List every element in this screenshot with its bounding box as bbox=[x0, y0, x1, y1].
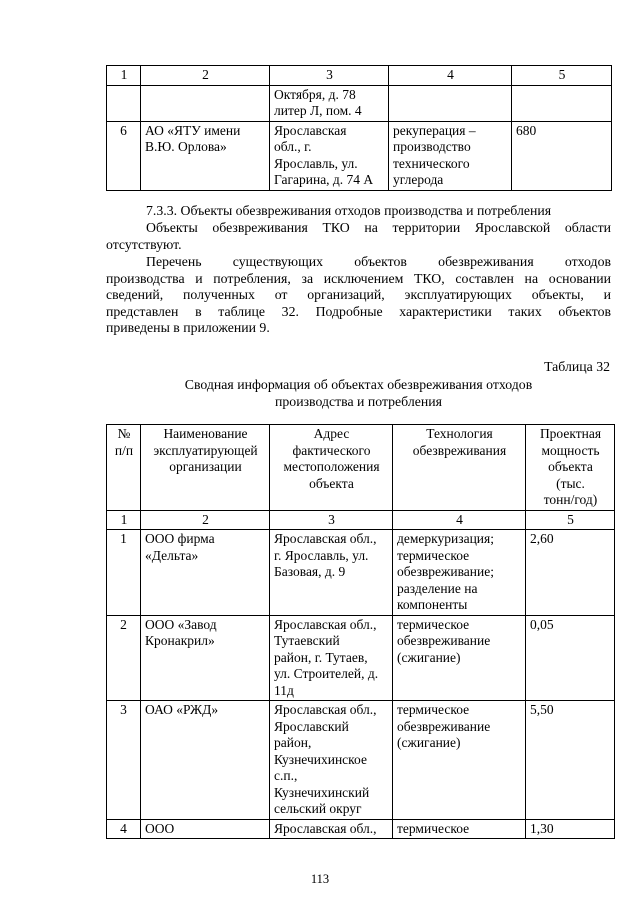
table-cell: термическое обезвреживание (сжигание) bbox=[393, 701, 526, 820]
table-cell: 1,30 bbox=[526, 819, 615, 839]
table-cell: демеркуризация; термическое обезвреживание; разделение на компоненты bbox=[393, 530, 526, 616]
table-cell: ООО фирма «Дельта» bbox=[141, 530, 270, 616]
table-cell: 3 bbox=[107, 701, 141, 820]
page-number: 113 bbox=[310, 872, 330, 886]
table-cell: Октября, д. 78 литер Л, пом. 4 bbox=[270, 85, 389, 121]
table-cell: 2 bbox=[107, 615, 141, 701]
table-row bbox=[107, 819, 615, 839]
table-cell: ОАО «РЖД» bbox=[141, 701, 270, 820]
column-header: Проектная мощность объекта (тыс. тонн/год) bbox=[526, 425, 615, 511]
table-32 bbox=[106, 424, 615, 839]
table-cell: 5 bbox=[526, 510, 615, 530]
table-cell: ООО «Завод Кронакрил» bbox=[141, 615, 270, 701]
table-cell: Ярославская обл., г. Ярославль, ул. Базовая, д. 9 bbox=[270, 530, 393, 616]
paragraph-line: Объекты обезвреживания ТКО на территории Ярославской области bbox=[146, 220, 611, 235]
paragraph-line: приведены в приложении 9. bbox=[106, 320, 270, 336]
table-cell: 4 bbox=[389, 66, 512, 86]
table-cell bbox=[389, 85, 512, 121]
table-cell: 3 bbox=[270, 66, 389, 86]
table-caption: Таблица 32 bbox=[544, 359, 610, 374]
paragraph-2 bbox=[106, 254, 611, 337]
table-cell: АО «ЯТУ имени В.Ю. Орлова» bbox=[141, 121, 270, 190]
column-header: Наименование эксплуатирующей организации bbox=[141, 425, 270, 511]
table-numbering-row bbox=[107, 66, 612, 86]
table-cell: Ярославская обл., Тутаевский район, г. Тутаев, ул. Строителей, д. 11д bbox=[270, 615, 393, 701]
table-cell: 6 bbox=[107, 121, 141, 190]
table-row bbox=[107, 530, 615, 616]
table-row bbox=[107, 85, 612, 121]
paragraph-line: сведений, полученных от организаций, эксплуатирующих объекты, и bbox=[106, 287, 611, 303]
table-cell: 2 bbox=[141, 510, 270, 530]
paragraph-line: Перечень существующих объектов обезвреживания отходов bbox=[146, 254, 611, 269]
column-header: Адрес фактического местоположения объекта bbox=[270, 425, 393, 511]
table-cell: термическое обезвреживание (сжигание) bbox=[393, 615, 526, 701]
table-cell: 4 bbox=[393, 510, 526, 530]
table-cell: Ярославская обл., Ярославский район, Кузнечихинское с.п., Кузнечихинский сельский округ bbox=[270, 701, 393, 820]
table-cell: рекуперация – производство технического углерода bbox=[389, 121, 512, 190]
table-row bbox=[107, 701, 615, 820]
table-header-row bbox=[107, 425, 615, 511]
table-cell: 680 bbox=[512, 121, 612, 190]
table-cell: термическое bbox=[393, 819, 526, 839]
table-cell: 1 bbox=[107, 66, 141, 86]
paragraph-1 bbox=[106, 220, 611, 253]
table-cell: Ярославская обл., г. Ярославль, ул. Гагарина, д. 74 А bbox=[270, 121, 389, 190]
table-title-line: производства и потребления bbox=[275, 394, 442, 409]
column-header: Технология обезвреживания bbox=[393, 425, 526, 511]
table-cell: 2,60 bbox=[526, 530, 615, 616]
paragraph-line: отсутствуют. bbox=[106, 236, 182, 252]
table-title-line: Сводная информация об объектах обезвреживания отходов bbox=[184, 377, 533, 392]
table-cell bbox=[141, 85, 270, 121]
column-header: № п/п bbox=[107, 425, 141, 511]
section-heading: 7.3.3. Объекты обезвреживания отходов производства и потребления bbox=[146, 203, 552, 218]
paragraph-line: производства и потребления, за исключением ТКО, составлен на основании bbox=[106, 270, 611, 286]
table-row bbox=[107, 121, 612, 190]
table-row bbox=[107, 615, 615, 701]
table-title bbox=[106, 376, 611, 410]
table-cell: ООО bbox=[141, 819, 270, 839]
table-cell: 4 bbox=[107, 819, 141, 839]
paragraph-line: представлен в таблице 32. Подробные характеристики таких объектов bbox=[106, 303, 611, 319]
table-cell bbox=[107, 85, 141, 121]
table-numbering-row bbox=[107, 510, 615, 530]
table-cell bbox=[512, 85, 612, 121]
table-cell: 5,50 bbox=[526, 701, 615, 820]
table-cell: 1 bbox=[107, 510, 141, 530]
table-cell: Ярославская обл., bbox=[270, 819, 393, 839]
continued-table bbox=[106, 65, 612, 191]
table-cell: 0,05 bbox=[526, 615, 615, 701]
table-cell: 3 bbox=[270, 510, 393, 530]
table-cell: 2 bbox=[141, 66, 270, 86]
table-cell: 1 bbox=[107, 530, 141, 616]
table-cell: 5 bbox=[512, 66, 612, 86]
